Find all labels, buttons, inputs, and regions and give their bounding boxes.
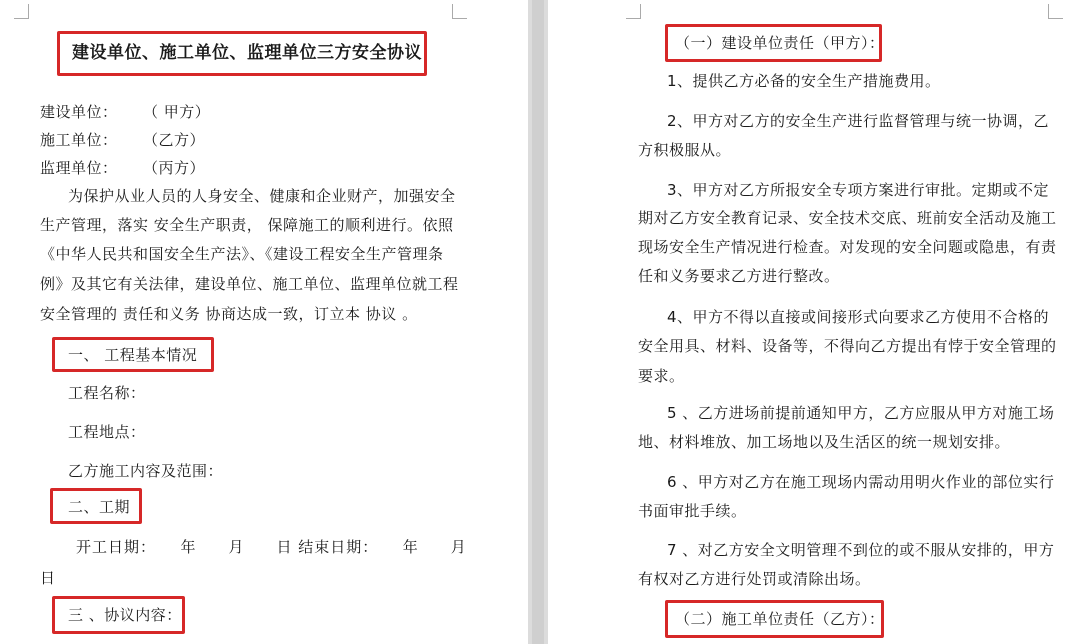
clause-line: 安全用具、材料、设备等，不得向乙方提出有悖于安全管理的 [638,337,1057,355]
clause-line: 期对乙方安全教育记录、安全技术交底、班前安全活动及施工 [638,209,1057,227]
party-value: （丙方） [143,159,206,177]
clause-line: 地、材料堆放、加工场地以及生活区的统一规划安排。 [638,433,1011,451]
intro-line: 为保护从业人员的人身安全、健康和企业财产，加强安全 [68,187,456,205]
clause-line: 方积极服从。 [638,141,732,159]
intro-line: 《中华人民共和国安全生产法》、《建设工程安全生产管理条 [40,245,444,263]
page-gutter [528,0,548,644]
party-label: 监理单位： [40,159,118,177]
clause-line: 3、甲方对乙方所报安全专项方案进行审批。定期或不定 [667,181,1050,199]
crop-mark [14,4,29,19]
clause-line: 2、甲方对乙方的安全生产进行监督管理与统一协调，乙 [667,112,1050,130]
clause-line: 1、提供乙方必备的安全生产措施费用。 [667,72,941,90]
dates-line-wrap: 日 [40,569,56,587]
section-heading: 二、工期 [68,498,131,516]
section-heading: （一）建设单位责任（甲方）： [675,34,885,52]
crop-mark [452,4,467,19]
clause-line: 7 、对乙方安全文明管理不到位的或不服从安排的，甲方 [667,541,1055,559]
field-project-location: 工程地点： [68,423,146,441]
party-value: （乙方） [143,131,206,149]
document-title: 建设单位、施工单位、监理单位三方安全协议 [72,43,422,63]
clause-line: 书面审批手续。 [638,502,747,520]
party-value: （ 甲方） [143,103,211,121]
field-project-name: 工程名称： [68,384,146,402]
crop-mark [1048,4,1063,19]
crop-mark [626,4,641,19]
party-label: 建设单位： [40,103,118,121]
party-label: 施工单位： [40,131,118,149]
section-heading: 三 、协议内容： [68,606,182,624]
intro-line: 生产管理，落实 安全生产职责， 保障施工的顺利进行。依照 [40,216,454,234]
clause-line: 5 、乙方进场前提前通知甲方，乙方应服从甲方对施工场 [667,404,1055,422]
intro-line: 安全管理的 责任和义务 协商达成一致，订立本 协议 。 [40,305,418,323]
intro-line: 例》及其它有关法律，建设单位、施工单位、监理单位就工程 [40,275,459,293]
section-heading: （二）施工单位责任（乙方）： [675,610,885,628]
clause-line: 有权对乙方进行处罚或清除出场。 [638,570,871,588]
clause-line: 现场安全生产情况进行检查。对发现的安全问题或隐患，有责 [638,238,1057,256]
document-page-left [0,0,528,644]
clause-line: 6 、甲方对乙方在施工现场内需动用明火作业的部位实行 [667,473,1055,491]
clause-line: 任和义务要求乙方进行整改。 [638,267,840,285]
clause-line: 4、甲方不得以直接或间接形式向要求乙方使用不合格的 [667,308,1050,326]
field-scope: 乙方施工内容及范围： [68,462,224,480]
clause-line: 要求。 [638,367,685,385]
document-page-right [548,0,1080,644]
dates-line: 开工日期： 年 月 日 结束日期： 年 月 [76,538,467,556]
section-heading: 一、 工程基本情况 [68,346,198,364]
